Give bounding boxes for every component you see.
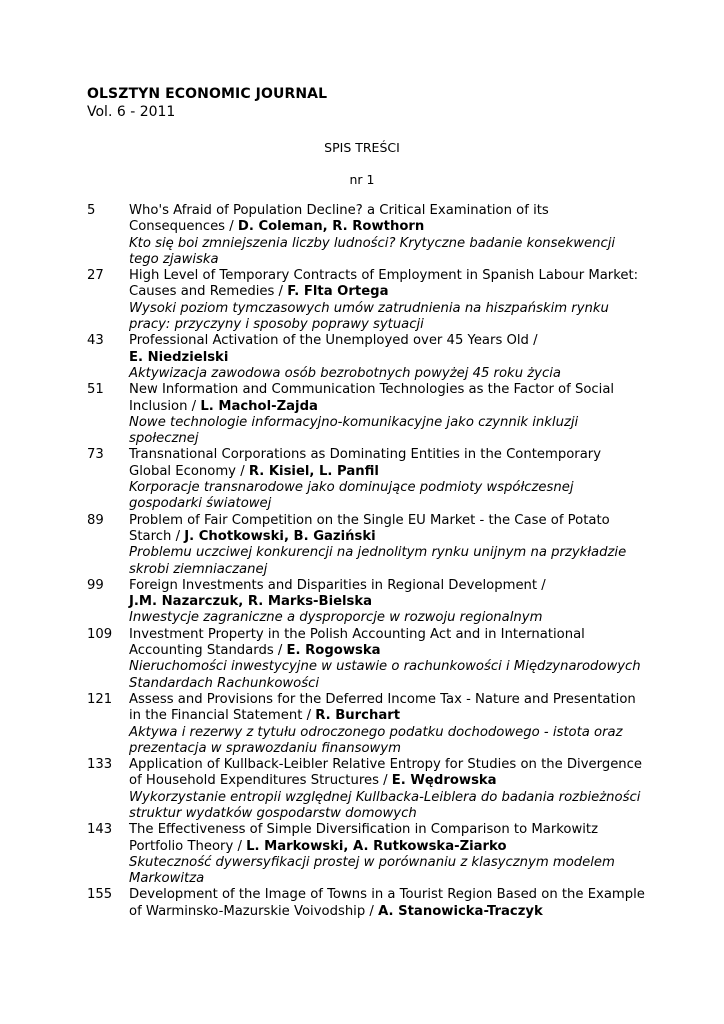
article-authors: E. Rogowska: [286, 643, 381, 659]
article-title-en: Professional Activation of the Unemployed over 45 Years Old: [129, 333, 529, 349]
article-authors: D. Coleman, R. Rowthorn: [237, 219, 425, 235]
article-authors: F. Flta Ortega: [287, 284, 389, 300]
article-authors: L. Markowski, A. Rutkowska-Ziarko: [246, 838, 507, 854]
author-separator: /: [537, 577, 546, 593]
page-number: 89: [87, 512, 104, 528]
author-separator: /: [365, 903, 379, 919]
page-number: 155: [87, 887, 113, 903]
page-number: 51: [87, 382, 104, 398]
article-title-pl: Aktywizacja zawodowa osób bezrobotnych powyżej 45 roku życia: [129, 365, 561, 381]
toc-entry: [87, 203, 647, 268]
author-separator: /: [233, 838, 247, 854]
article-title-en: Assess and Provisions for the Deferred Income Tax - Nature and Presentation in the Financial Statement: [129, 691, 636, 724]
article-title-en: High Level of Temporary Contracts of Employment in Spanish Labour Market: Causes and Remedies: [129, 268, 639, 300]
article-title-pl: Nowe technologie informacyjno-komunikacyjne jako czynnik inkluzji społecznej: [129, 414, 579, 447]
article-title-pl: Problemu uczciwej konkurencji na jednolitym rynku unijnym na przykładzie skrobi ziemniaczanej: [129, 545, 627, 577]
article-title-pl: Korporacje transnarodowe jako dominujące podmioty współczesnej gospodarki światowej: [129, 480, 574, 512]
toc-entry: [87, 382, 647, 447]
page-number: 109: [87, 626, 113, 642]
page-number: 73: [87, 447, 104, 463]
author-separator: /: [378, 773, 392, 789]
author-separator: /: [274, 284, 288, 300]
volume-label: Vol. 6 - 2011: [87, 104, 176, 120]
toc-entry: [87, 578, 647, 627]
article-authors: J.M. Nazarczuk, R. Marks-Bielska: [129, 594, 373, 610]
article-title-pl: Skuteczność dywersyfikacji prostej w porównaniu z klasycznym modelem Markowitza: [129, 854, 615, 887]
page-number: 121: [87, 691, 113, 707]
article-title-en: Investment Property in the Polish Accounting Act and in International Accounting Standards: [129, 626, 585, 659]
page-number: 5: [87, 203, 96, 218]
article-title-en: Problem of Fair Competition on the Single EU Market - the Case of Potato Starch: [129, 512, 610, 544]
toc-entry: [87, 268, 647, 333]
author-separator: /: [187, 398, 201, 414]
author-separator: /: [273, 643, 287, 659]
toc-entry: [87, 887, 647, 920]
toc-entry: [87, 627, 647, 692]
article-title-en: New Information and Communication Technologies as the Factor of Social Inclusion: [129, 382, 615, 414]
article-title-en: Transnational Corporations as Dominating Entities in the Contemporary Global Economy: [129, 447, 602, 479]
article-title-en: Application of Kullback-Leibler Relative Entropy for Studies on the Divergence of Household Expenditures Structures: [129, 757, 643, 789]
article-authors: L. Machol-Zajda: [200, 398, 318, 414]
article-authors: A. Stanowicka-Traczyk: [378, 903, 543, 919]
toc-entry: [87, 333, 647, 382]
article-title-pl: Inwestycje zagraniczne a dysproporcje w rozwoju regionalnym: [129, 610, 543, 626]
table-of-contents: [87, 203, 647, 920]
article-authors: R. Burchart: [315, 708, 401, 724]
author-separator: /: [236, 463, 249, 479]
article-title-en: Who's Afraid of Population Decline? a Critical Examination of its Consequences: [129, 203, 549, 235]
page-number: 27: [87, 268, 104, 284]
toc-heading: SPIS TREŚCI: [324, 140, 400, 155]
article-authors: R. Kisiel, L. Panfil: [248, 463, 379, 479]
article-title-pl: Aktywa i rezerwy z tytułu odroczonego podatku dochodowego - istota oraz prezentacja w sprawozdaniu finansowym: [129, 724, 623, 756]
author-separator: /: [225, 219, 238, 235]
page-number: 133: [87, 757, 113, 773]
author-separator: /: [302, 708, 316, 724]
article-authors: E. Wędrowska: [391, 773, 497, 789]
toc-entry: [87, 513, 647, 578]
page-number: 99: [87, 577, 104, 593]
article-title-en: Foreign Investments and Disparities in Regional Development: [129, 577, 538, 593]
article-title-pl: Kto się boi zmniejszenia liczby ludności? Krytyczne badanie konsekwencji tego zjawiska: [129, 235, 616, 267]
author-separator: /: [171, 528, 185, 544]
author-separator: /: [528, 333, 538, 349]
toc-entry: [87, 692, 647, 757]
article-title-pl: Wykorzystanie entropii względnej Kullbacka-Leiblera do badania rozbieżności struktur wydatków gospodarstw domowych: [129, 789, 641, 821]
article-title-en: The Effectiveness of Simple Diversification in Comparison to Markowitz Portfolio Theory: [129, 822, 599, 854]
article-authors: E. Niedzielski: [129, 349, 229, 365]
toc-entry: [87, 757, 647, 822]
page-number: 143: [87, 822, 113, 838]
article-title-pl: Wysoki poziom tymczasowych umów zatrudnienia na hiszpańskim rynku pracy: przyczyny i sposoby poprawy sytuacji: [129, 300, 609, 333]
article-title-pl: Nieruchomości inwestycyjne w ustawie o rachunkowości i Międzynarodowych Standardach Rachunkowości: [129, 659, 641, 691]
article-title-en: Development of the Image of Towns in a Tourist Region Based on the Example of Warminsko-Mazurskie Voivodship: [129, 887, 645, 919]
toc-entry: [87, 822, 647, 887]
issue-number: nr 1: [349, 172, 375, 187]
toc-entry: [87, 447, 647, 512]
page-number: 43: [87, 333, 104, 349]
journal-title: OLSZTYN ECONOMIC JOURNAL: [87, 86, 328, 102]
article-authors: J. Chotkowski, B. Gaziński: [184, 528, 376, 544]
